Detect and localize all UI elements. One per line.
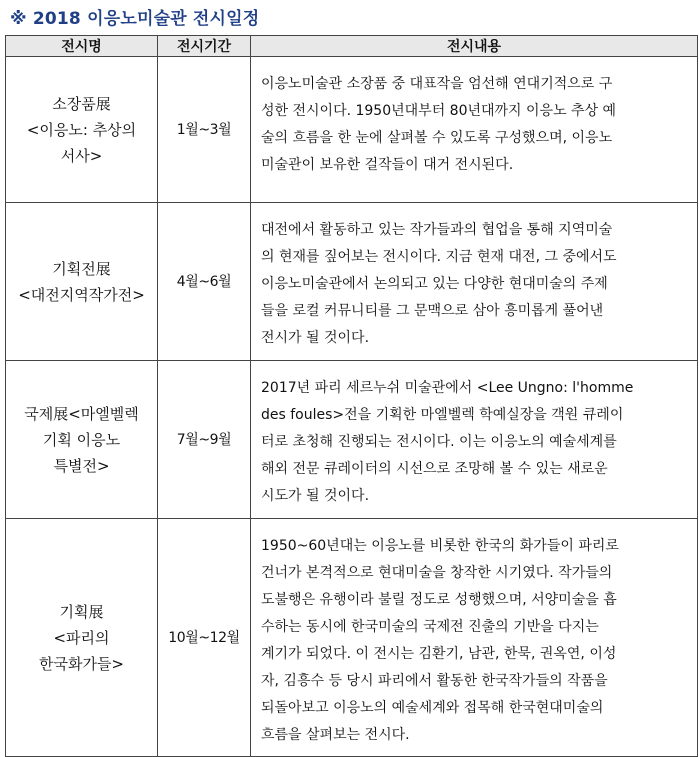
- exhibition-name-cell: [6, 519, 158, 757]
- header-exhibition-name: 전시명: [6, 36, 158, 57]
- description-line: 들을 로컬 커뮤니티를 그 문맥으로 삼아 흥미롭게 풀어낸: [261, 303, 604, 319]
- table-header-row: [6, 36, 698, 57]
- header-exhibition-content: 전시내용: [251, 36, 698, 57]
- exhibition-description-cell: [251, 361, 698, 519]
- description-line: 이응노미술관 소장품 중 대표작을 엄선해 연대기적으로 구: [261, 76, 613, 92]
- table-row: [6, 203, 698, 361]
- description-line: 술의 흐름을 한 눈에 살펴볼 수 있도록 구성했으며, 이응노: [261, 130, 613, 146]
- exhibition-description-cell: [251, 203, 698, 361]
- description-line: 수하는 동시에 한국미술의 국제전 진출의 기반을 다지는: [261, 619, 599, 635]
- table-row: [6, 519, 698, 757]
- exhibition-name-cell: [6, 57, 158, 203]
- exhibition-period-cell: 1월~3월: [158, 57, 251, 203]
- description-line: 대전에서 활동하고 있는 작가들과의 협업을 통해 지역미술: [261, 222, 613, 238]
- exhibition-schedule-table: [5, 35, 698, 757]
- description-line: 되돌아보고 이응노의 예술세계와 접목해 한국현대미술의: [261, 700, 604, 716]
- exhibition-name-line: 기획전展: [52, 259, 111, 278]
- exhibition-name-line: 소장품展: [52, 94, 111, 113]
- description-line: 흐름을 살펴보는 전시다.: [261, 727, 410, 743]
- table-row: [6, 361, 698, 519]
- description-line: 계기가 되었다. 이 전시는 김환기, 남관, 한묵, 권옥연, 이성: [261, 646, 617, 662]
- description-line: 1950~60년대는 이응노를 비롯한 한국의 화가들이 파리로: [261, 538, 619, 554]
- description-line: 전시가 될 것이다.: [261, 330, 370, 346]
- page-title: ※ 2018 이응노미술관 전시일정: [10, 9, 260, 29]
- exhibition-description-cell: [251, 519, 698, 757]
- exhibition-name-line: 기획 이응노: [42, 430, 121, 449]
- description-line: 성한 전시이다. 1950년대부터 80년대까지 이응노 추상 예: [261, 103, 617, 119]
- exhibition-name-line: <파리의: [53, 628, 110, 647]
- exhibition-period-cell: 4월~6월: [158, 203, 251, 361]
- exhibition-period-cell: 7월~9월: [158, 361, 251, 519]
- table-row: [6, 57, 698, 203]
- description-line: 시도가 될 것이다.: [261, 488, 370, 504]
- description-line: des foules>전을 기획한 마엘벨렉 학예실장을 객원 큐레이: [261, 407, 624, 423]
- description-line: 건너가 본격적으로 현대미술을 창작한 시기였다. 작가들의: [261, 565, 613, 581]
- description-line: 터로 초청해 진행되는 전시이다. 이는 이응노의 예술세계를: [261, 434, 617, 450]
- description-line: 도불행은 유행이라 불릴 정도로 성행했으며, 서양미술을 흡: [261, 592, 617, 608]
- description-line: 2017년 파리 세르누쉬 미술관에서 <Lee Ungno: l'homme: [261, 380, 634, 396]
- description-line: 자, 김흥수 등 당시 파리에서 활동한 한국작가들의 작품을: [261, 673, 608, 689]
- description-line: 의 현재를 짚어보는 전시이다. 지금 현재 대전, 그 중에서도: [261, 249, 617, 265]
- description-line: 미술관이 보유한 걸작들이 대거 전시된다.: [261, 157, 514, 173]
- exhibition-name-line: 한국화가들>: [38, 654, 125, 673]
- exhibition-description-cell: [251, 57, 698, 203]
- exhibition-name-cell: [6, 361, 158, 519]
- exhibition-name-line: 서사>: [60, 146, 103, 165]
- description-line: 해외 전문 큐레이터의 시선으로 조망해 볼 수 있는 새로운: [261, 461, 608, 477]
- exhibition-name-line: <이응노: 추상의: [26, 120, 137, 139]
- exhibition-name-line: 특별전>: [53, 456, 110, 475]
- exhibition-period-cell: 10월~12월: [158, 519, 251, 757]
- exhibition-name-line: <대전지역작가전>: [18, 285, 145, 304]
- description-line: 이응노미술관에서 논의되고 있는 다양한 현대미술의 주제: [261, 276, 608, 292]
- exhibition-name-line: 국제展<마엘벨렉: [24, 404, 139, 423]
- exhibition-name-cell: [6, 203, 158, 361]
- exhibition-name-line: 기획展: [59, 602, 104, 621]
- header-exhibition-period: 전시기간: [158, 36, 251, 57]
